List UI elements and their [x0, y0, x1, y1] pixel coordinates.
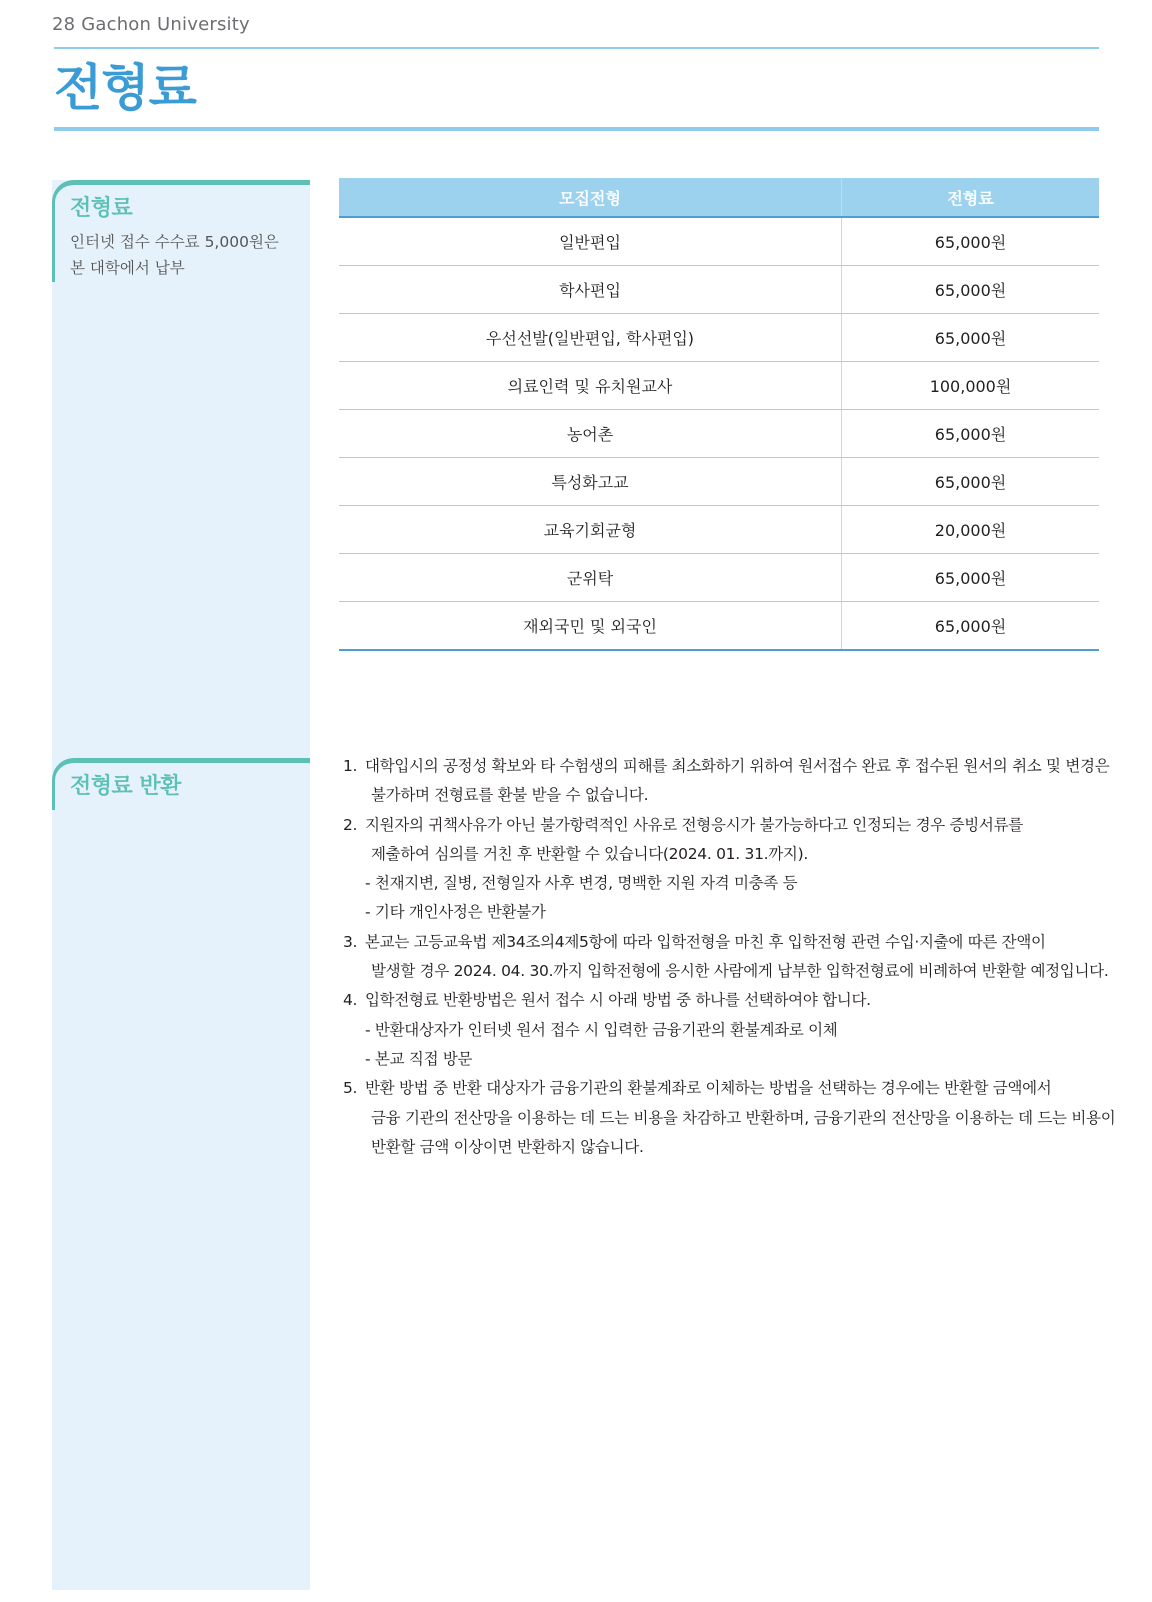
refund-item-4-sub2: - 본교 직접 방문 [365, 1049, 473, 1068]
fee-cell: 65,000원 [842, 602, 1100, 651]
fee-table [339, 178, 1099, 651]
refund-item-2-sub1: - 천재지변, 질병, 전형일자 사후 변경, 명백한 지원 자격 미충족 등 [365, 874, 798, 893]
recruit-type-cell: 특성화고교 [339, 458, 842, 506]
fee-cell: 100,000원 [842, 362, 1100, 410]
refund-item-2 [343, 811, 1105, 840]
fee-cell: 65,000원 [842, 266, 1100, 314]
table-row [339, 506, 1099, 554]
table-row [339, 217, 1099, 266]
refund-item-text: 본교는 고등교육법 제34조의4제5항에 따라 입학전형을 마친 후 입학전형 관련 수입·지출에 따른 잔액이 [365, 932, 1046, 951]
refund-item-1 [343, 752, 1110, 781]
fee-cell: 65,000원 [842, 554, 1100, 602]
refund-item-4 [343, 986, 1105, 1015]
table-row [339, 602, 1099, 651]
recruit-type-cell: 군위탁 [339, 554, 842, 602]
refund-item-number: 3. [343, 932, 358, 951]
refund-item-4-sub1: - 반환대상자가 인터넷 원서 접수 시 입력한 금융기관의 환불계좌로 이체 [365, 1020, 838, 1039]
table-row [339, 314, 1099, 362]
refund-side-box [52, 758, 310, 810]
refund-item-3 [343, 928, 1105, 957]
refund-item-2-cont: 제출하여 심의를 거친 후 반환할 수 있습니다(2024. 01. 31.까지). [371, 844, 808, 863]
refund-item-number: 1. [343, 757, 358, 775]
title-divider [54, 127, 1099, 131]
header-fee: 전형료 [842, 178, 1100, 217]
recruit-type-cell: 우선선발(일반편입, 학사편입) [339, 314, 842, 362]
fee-side-note-line2: 본 대학에서 납부 [70, 259, 185, 277]
fee-cell: 65,000원 [842, 314, 1100, 362]
refund-item-text: 대학입시의 공정성 확보와 타 수험생의 피해를 최소화하기 위하여 원서접수 완료 후 접수된 원서의 취소 및 변경은 [365, 757, 1110, 775]
header-recruit-type: 모집전형 [339, 178, 842, 217]
refund-item-1-cont: 불가하며 전형료를 환불 받을 수 없습니다. [371, 786, 649, 805]
fee-cell: 65,000원 [842, 410, 1100, 458]
top-divider [54, 47, 1099, 49]
fee-side-box [52, 180, 310, 282]
refund-item-text: 입학전형료 반환방법은 원서 접수 시 아래 방법 중 하나를 선택하여야 합니다. [365, 991, 871, 1010]
fee-cell: 65,000원 [842, 458, 1100, 506]
refund-side-heading: 전형료 반환 [70, 774, 181, 799]
refund-item-text: 반환 방법 중 반환 대상자가 금융기관의 환불계좌로 이체하는 방법을 선택하는 경우에는 반환할 금액에서 [365, 1079, 1052, 1098]
running-head: 28 Gachon University [52, 14, 250, 35]
refund-item-5 [343, 1074, 1105, 1103]
recruit-type-cell: 교육기회균형 [339, 506, 842, 554]
fee-side-note-line1: 인터넷 접수 수수료 5,000원은 [70, 233, 279, 251]
refund-item-5-cont2: 반환할 금액 이상이면 반환하지 않습니다. [371, 1137, 644, 1156]
fee-table-header-row [339, 178, 1099, 217]
refund-item-number: 4. [343, 991, 358, 1010]
refund-item-5-cont: 금융 기관의 전산망을 이용하는 데 드는 비용을 차감하고 반환하며, 금융기관의 전산망을 이용하는 데 드는 비용이 [371, 1108, 1116, 1127]
table-row [339, 410, 1099, 458]
fee-side-heading: 전형료 [70, 196, 133, 221]
fee-cell: 20,000원 [842, 506, 1100, 554]
refund-item-3-cont: 발생할 경우 2024. 04. 30.까지 입학전형에 응시한 사람에게 납부한 입학전형료에 비례하여 반환할 예정입니다. [371, 962, 1109, 981]
recruit-type-cell: 재외국민 및 외국인 [339, 602, 842, 651]
recruit-type-cell: 의료인력 및 유치원교사 [339, 362, 842, 410]
table-row [339, 266, 1099, 314]
refund-item-number: 5. [343, 1079, 358, 1098]
sidebar-panel [52, 180, 310, 1590]
refund-item-2-sub2: - 기타 개인사정은 반환불가 [365, 903, 546, 922]
page-title: 전형료 [54, 59, 196, 117]
refund-item-text: 지원자의 귀책사유가 아닌 불가항력적인 사유로 전형응시가 불가능하다고 인정되는 경우 증빙서류를 [365, 815, 1023, 834]
table-row [339, 458, 1099, 506]
fee-cell: 65,000원 [842, 217, 1100, 266]
table-row [339, 362, 1099, 410]
recruit-type-cell: 일반편입 [339, 217, 842, 266]
recruit-type-cell: 학사편입 [339, 266, 842, 314]
recruit-type-cell: 농어촌 [339, 410, 842, 458]
fee-side-note [70, 229, 305, 281]
refund-list [343, 752, 1116, 1162]
refund-item-number: 2. [343, 815, 358, 834]
table-row [339, 554, 1099, 602]
